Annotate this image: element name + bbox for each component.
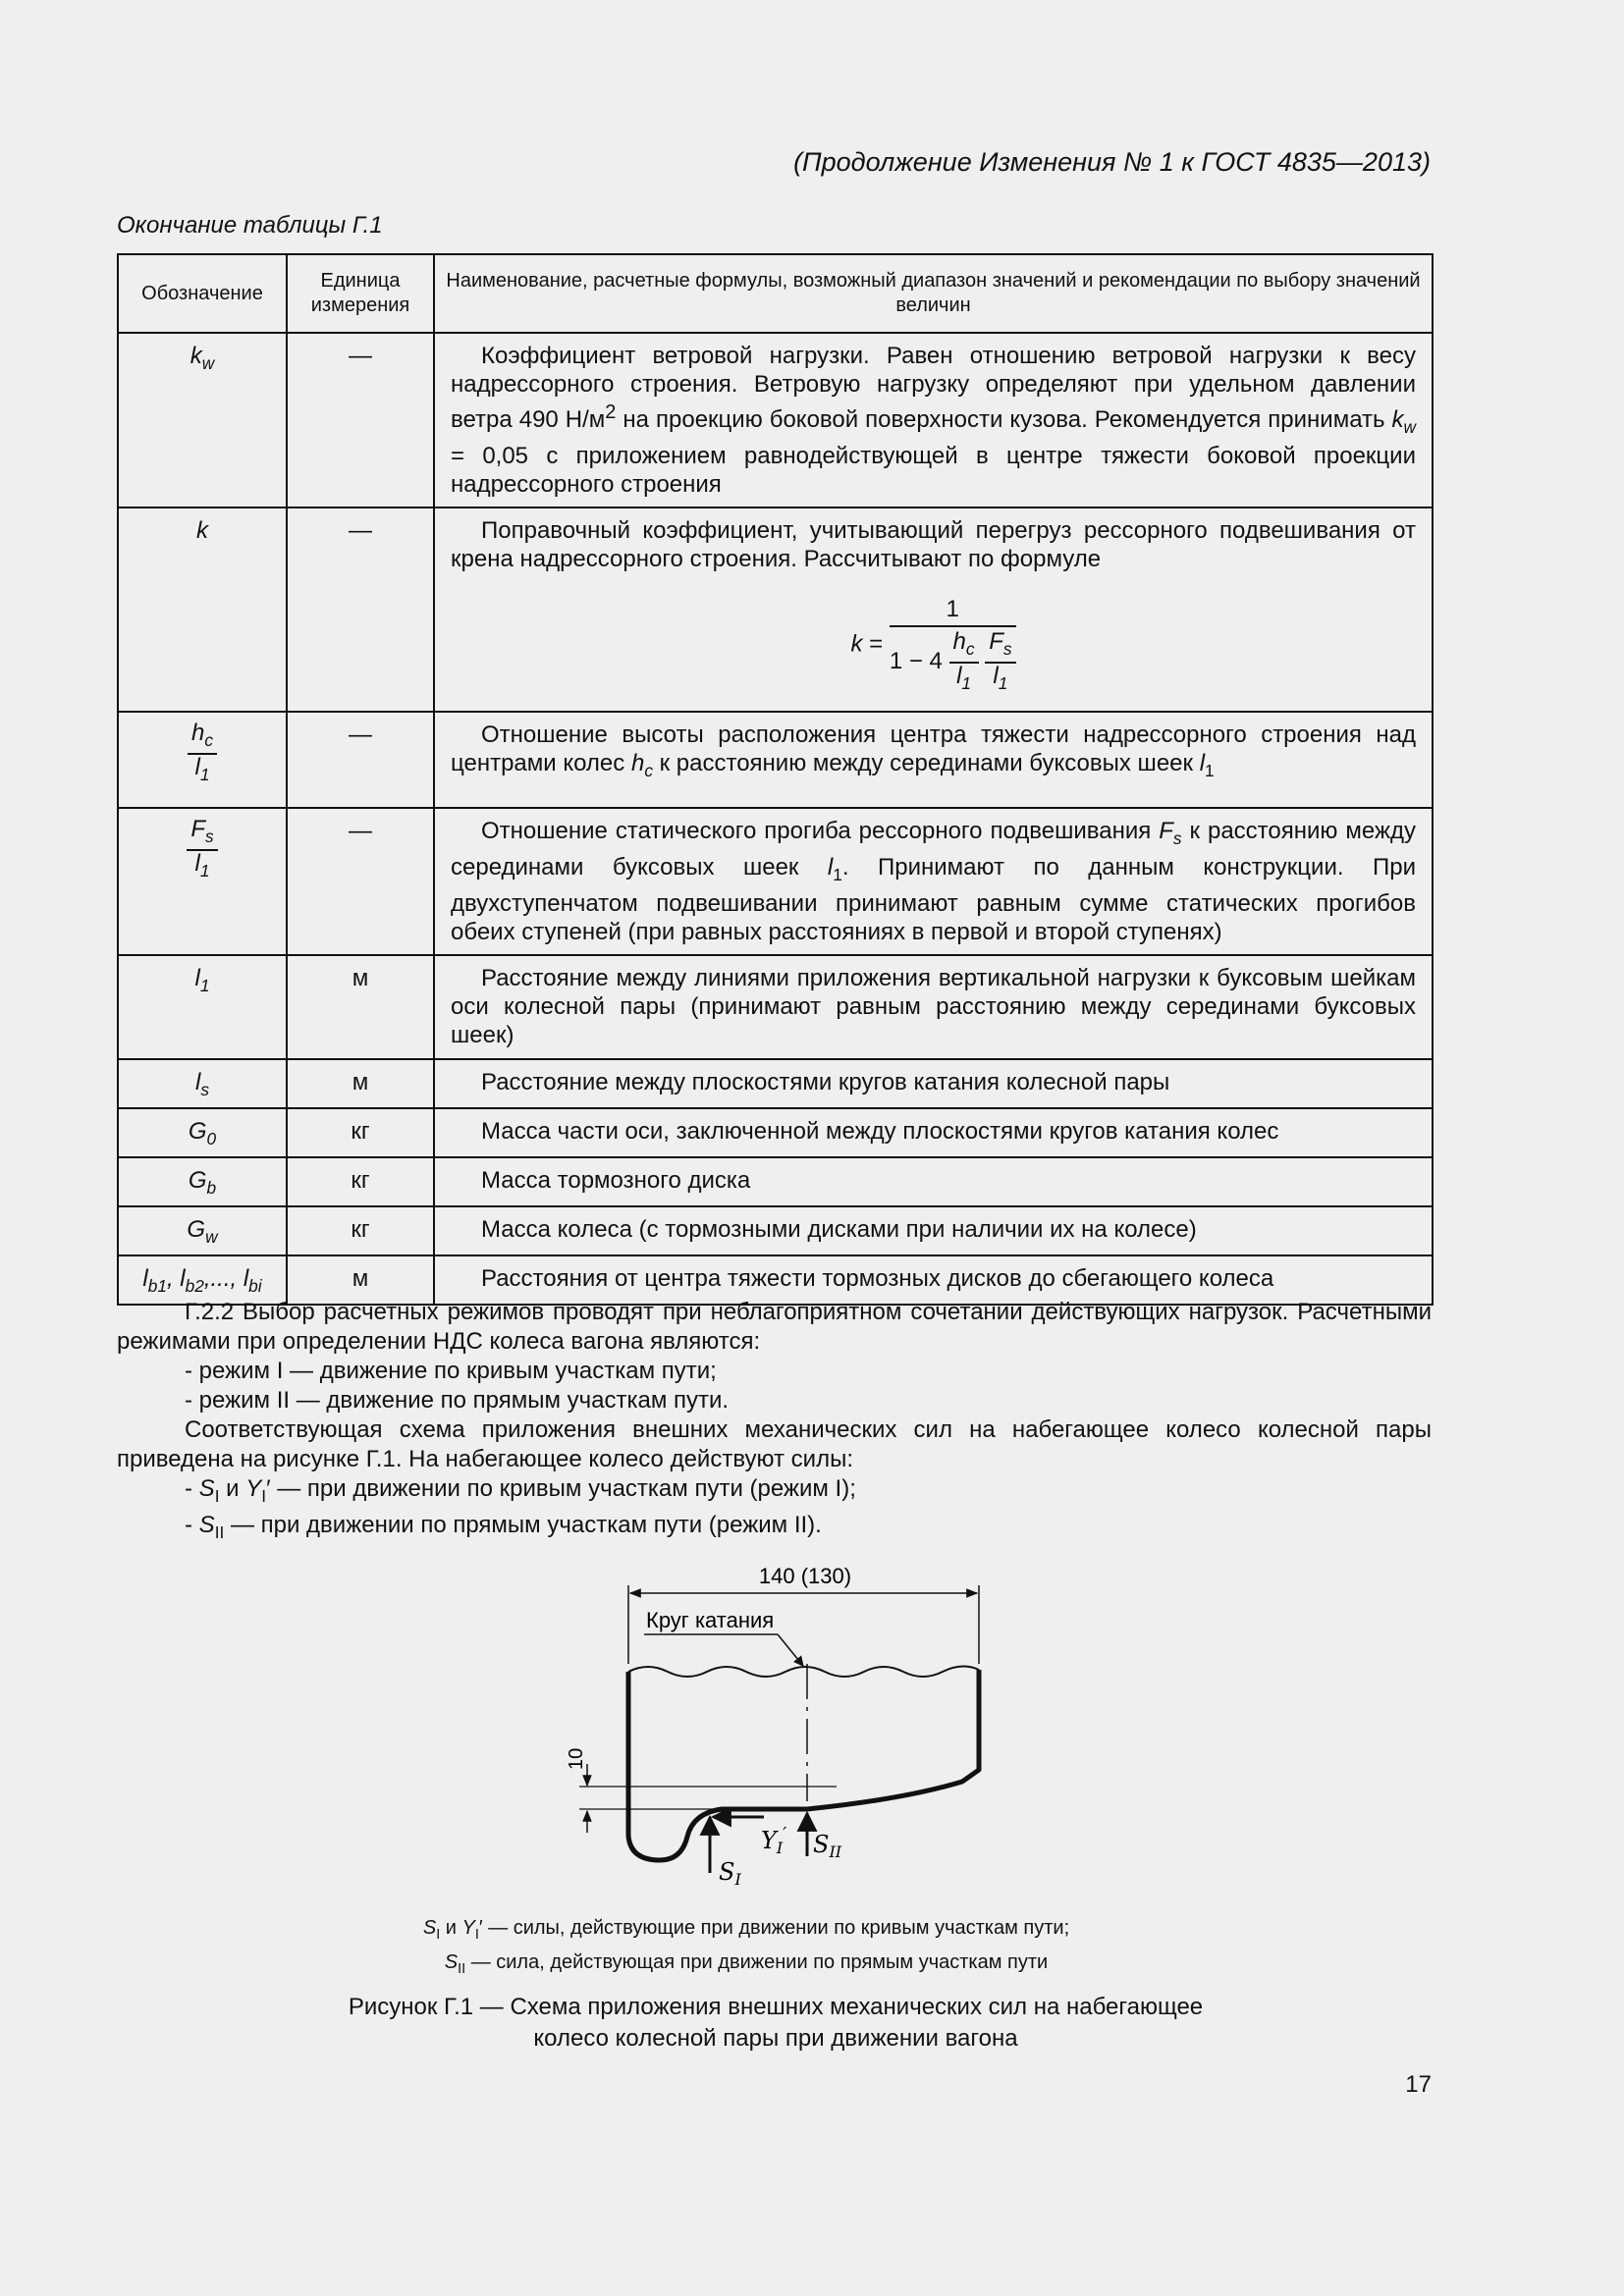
wheel-force-diagram [550, 1556, 1001, 1899]
description-text: Поправочный коэффициент, учитывающий перегруз рессорного подвешивания от крена надрессорного строения. Рассчитывают по формуле [451, 516, 1416, 572]
symbol-cell: $l_s$ [118, 1059, 287, 1108]
paragraph: Соответствующая схема приложения внешних механических сил на набегающее колесо колесной пары приведена на рисунке Г.1. На набегающее колесо действуют силы: [117, 1416, 1432, 1472]
rolling-circle-leader [778, 1634, 803, 1666]
wheel-profile [628, 1670, 979, 1860]
rolling-circle-label: Круг катания [646, 1608, 775, 1632]
list-item-text: — при движении по прямым участкам пути (режим II). [224, 1511, 822, 1538]
symbol-cell: k [118, 507, 287, 713]
table-row [118, 333, 1433, 507]
description-cell: Коэффициент ветровой нагрузки. Равен отношению ветровой нагрузки к весу надрессорного строения. Ветровую нагрузку определяют при удельном давлении ветра 490 $Н/м^2$ на проекцию боковой поверхности кузова. Рекомендуется принимать $k_w = 0,05$ с приложением равнодействующей в центре тяжести боковой проекции надрессорного строения [434, 333, 1433, 507]
symbol-cell: $l_{b1}$, $l_{b2}$,..., $l_{bi}$ [118, 1255, 287, 1305]
symbol-cell: $k_w$ [118, 333, 287, 507]
list-item: - режим I — движение по кривым участкам пути; [185, 1358, 717, 1384]
table-row [118, 1206, 1433, 1255]
legend-line: $S_I$ и $Y_I'$ — силы, действующие при движении по кривым участкам пути; [422, 1917, 1070, 1943]
correction-formula: k = 1 1 − 4 $\frac{h_c}{l_1}$ $\frac{F_s}{l_1}$ [451, 595, 1416, 696]
paragraph: Г.2.2 Выбор расчетных режимов проводят при неблагоприятном сочетании действующих нагрузок. Расчетными режимами при определении НДС колеса вагона являются: [117, 1299, 1432, 1355]
description-text: Масса колеса (с тормозными дисками при наличии их на колесе) [481, 1215, 1197, 1243]
description-text: Масса тормозного диска [481, 1166, 751, 1194]
description-text: Расстояние между плоскостями кругов катания колесной пары [481, 1068, 1170, 1095]
unit-cell: кг [287, 1108, 434, 1157]
unit-cell: кг [287, 1157, 434, 1206]
symbol-cell: $l_1$ [118, 955, 287, 1059]
figure-caption-line: колесо колесной пары при движении вагона [533, 2025, 1018, 2052]
figure-caption [295, 1992, 1257, 2055]
legend-line: $S_{II}$ — сила, действующая при движении по прямым участкам пути [444, 1951, 1049, 1977]
table-row [118, 712, 1433, 808]
unit-cell: — [287, 507, 434, 713]
description-cell [434, 1108, 1433, 1157]
symbol-cell: $\frac{h_c}{l_1}$ [118, 712, 287, 808]
table-header-row [118, 254, 1433, 333]
break-line [628, 1666, 979, 1677]
dim-width-label: 140 (130) [758, 1564, 852, 1588]
unit-cell: м [287, 1059, 434, 1108]
force-y1-label: $Y_I'$ [761, 1824, 787, 1857]
description-text: Расстояние между линиями приложения вертикальной нагрузки к буксовым шейкам оси колесной пары (принимают равным расстоянию между серединами буксовых шеек) [451, 964, 1416, 1048]
unit-cell: м [287, 955, 434, 1059]
description-cell [434, 955, 1433, 1059]
list-item: - $S_{II}$ — при движении по прямым участкам пути (режим II). [185, 1511, 822, 1542]
symbol-cell: $\frac{F_s}{l_1}$ [118, 808, 287, 955]
symbol-cell: $G_b$ [118, 1157, 287, 1206]
description-cell [434, 1206, 1433, 1255]
table-row [118, 1108, 1433, 1157]
description-cell [434, 1157, 1433, 1206]
description-text: Масса части оси, заключенной между плоскостями кругов катания колес [481, 1117, 1279, 1145]
description-cell: Отношение высоты расположения центра тяжести надрессорного строения над центрами колес $h_c$ к расстоянию между серединами буксовых шеек $l_1$ [434, 712, 1433, 808]
list-item-text: — при движении по кривым участкам пути (режим I); [270, 1475, 856, 1502]
description-cell: Отношение статического прогиба рессорного подвешивания $F_s$ к расстоянию между серединами буксовых шеек $l_1$. Принимают по данным конструкции. При двухступенчатом подвешивании принимают равным сумме статических прогибов обеих ступеней (при равных расстояниях в первой и второй ступенях) [434, 808, 1433, 955]
header-symbol: Обозначение [118, 254, 287, 333]
body-text [117, 1298, 1432, 1547]
unit-cell: — [287, 808, 434, 955]
table-caption: Окончание таблицы Г.1 [117, 212, 383, 239]
table-row [118, 1059, 1433, 1108]
list-item: - режим II — движение по прямым участкам пути. [185, 1387, 730, 1414]
symbol-cell: $G_0$ [118, 1108, 287, 1157]
symbol-cell: $G_w$ [118, 1206, 287, 1255]
description-text: Расстояния от центра тяжести тормозных дисков до сбегающего колеса [481, 1264, 1274, 1292]
figure-caption-line: Рисунок Г.1 — Схема приложения внешних механических сил на набегающее [348, 1994, 1204, 2020]
description-cell [434, 1059, 1433, 1108]
legend-text: — сила, действующая при движении по прямым участкам пути [465, 1951, 1049, 1973]
unit-cell: м [287, 1255, 434, 1305]
header-unit: Единица измерения [287, 254, 434, 333]
table-row [118, 507, 1433, 713]
unit-cell: — [287, 712, 434, 808]
unit-cell: кг [287, 1206, 434, 1255]
table-row [118, 955, 1433, 1059]
table-row [118, 808, 1433, 955]
description-cell [434, 507, 1433, 713]
unit-cell: — [287, 333, 434, 507]
legend-text: — силы, действующие при движении по кривым участкам пути; [482, 1917, 1070, 1939]
table-row [118, 1157, 1433, 1206]
parameters-table [117, 253, 1434, 1306]
force-s2-label: $S_{II}$ [813, 1831, 842, 1861]
force-s1-label: $S_I$ [719, 1858, 741, 1889]
page-number: 17 [1405, 2071, 1432, 2098]
running-header: (Продолжение Изменения № 1 к ГОСТ 4835—2013) [793, 147, 1431, 177]
header-description: Наименование, расчетные формулы, возможный диапазон значений и рекомендации по выбору значений величин [434, 254, 1433, 333]
dim-height-label: 10 [566, 1747, 587, 1770]
list-item: - $S_I$ и $Y_I'$ — при движении по кривым участкам пути (режим I); [185, 1475, 856, 1506]
figure-legend [295, 1914, 1198, 1983]
